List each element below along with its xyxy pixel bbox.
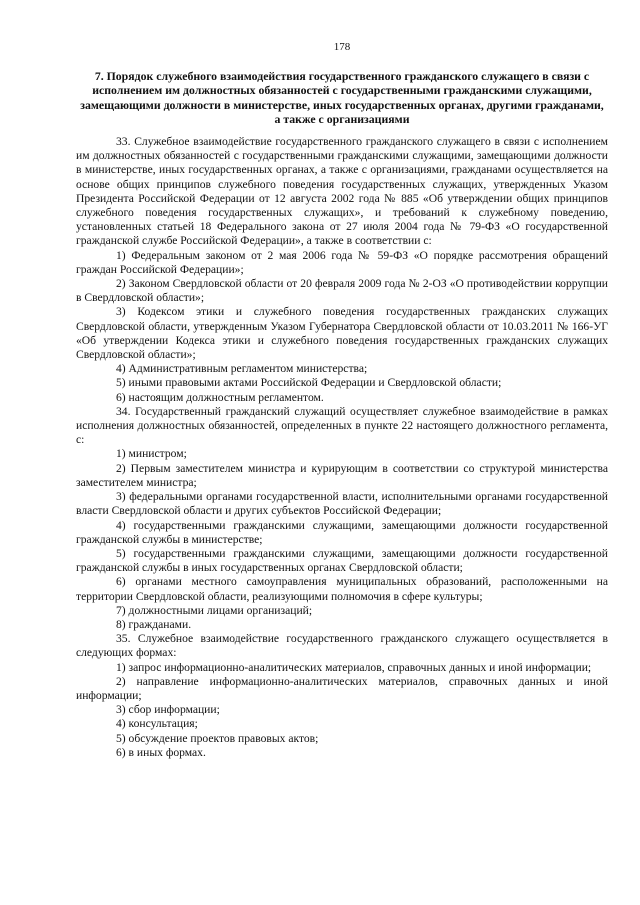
paragraph: 5) обсуждение проектов правовых актов; — [116, 731, 319, 745]
paragraph: 34. Государственный гражданский служащий осуществляет служебное взаимодействие в рамках исполнения должностных обязанностей, определенных в пункте 22 настоящего должностного регламента, с: — [76, 404, 608, 447]
paragraph: 2) Законом Свердловской области от 20 февраля 2009 года № 2-ОЗ «О противодействии коррупции в Свердловской области»; — [76, 277, 608, 305]
paragraph: 8) гражданами. — [116, 617, 192, 631]
paragraph: 3) федеральными органами государственной власти, исполнительными органами государственной власти Свердловской области и других субъектов Российской Федерации; — [76, 490, 608, 518]
paragraph: 4) консультация; — [116, 717, 198, 731]
page-number: 178 — [333, 41, 351, 53]
paragraph: 3) сбор информации; — [116, 703, 220, 717]
paragraph: 33. Служебное взаимодействие государственного гражданского служащего в связи с исполнением им должностных обязанностей с государственными гражданскими служащими, замещающими должности в министерстве, иных государственных органах, а также с организациями, гражданами осуществляется на основе общих принципов служебного поведения государственных служащих, утвержденных Указом Президента Российской Федерации от 12 августа 2002 года № 885 «Об утверждении общих принципов служебного поведения государственных служащих», и требований к служебному поведению, установленных статьей 18 Федерального закона от 27 июля 2004 года № 79-ФЗ «О государственной гражданской службе Российской Федерации», а также в соответствии с: — [76, 135, 608, 248]
paragraph: 1) министром; — [116, 447, 187, 461]
paragraph: 1) запрос информационно-аналитических материалов, справочных данных и иной информации; — [116, 660, 592, 674]
paragraph: 4) Административным регламентом министерства; — [116, 362, 368, 376]
paragraph: 4) государственными гражданскими служащими, замещающими должности государственной гражданской службы в министерстве; — [76, 518, 608, 546]
paragraph: 2) направление информационно-аналитических материалов, справочных данных и иной информации; — [76, 674, 608, 702]
paragraph: 35. Служебное взаимодействие государственного гражданского служащего осуществляется в следующих формах: — [76, 632, 608, 660]
paragraph: 6) настоящим должностным регламентом. — [116, 390, 324, 404]
section-title: 7. Порядок служебного взаимодействия государственного гражданского служащего в связи с исполнением им должностных обязанностей с государственными гражданскими служащими, замещающими должности в министерстве, иных государственных органах, другими гражданами, а также с организациями — [80, 69, 604, 126]
document-body — [76, 135, 608, 760]
paragraph: 1) Федеральным законом от 2 мая 2006 года № 59-ФЗ «О порядке рассмотрения обращений граждан Российской Федерации»; — [76, 248, 608, 276]
paragraph: 5) иными правовыми актами Российской Федерации и Свердловской области; — [116, 376, 502, 390]
paragraph: 2) Первым заместителем министра и курирующим в соответствии со структурой министерства заместителем министра; — [76, 461, 608, 489]
paragraph: 7) должностными лицами организаций; — [116, 603, 313, 617]
paragraph: 6) органами местного самоуправления муниципальных образований, расположенными на территории Свердловской области, реализующими полномочия в сфере культуры; — [76, 575, 608, 603]
paragraph: 3) Кодексом этики и служебного поведения государственных гражданских служащих Свердловской области, утвержденным Указом Губернатора Свердловской области от 10.03.2011 № 166-УГ «Об утверждении Кодекса этики и служебного поведения государственных гражданских служащих Свердловской области»; — [76, 305, 608, 362]
paragraph: 6) в иных формах. — [116, 745, 206, 759]
paragraph: 5) государственными гражданскими служащими, замещающими должности государственной гражданской службы в иных государственных органах Свердловской области; — [76, 546, 608, 575]
